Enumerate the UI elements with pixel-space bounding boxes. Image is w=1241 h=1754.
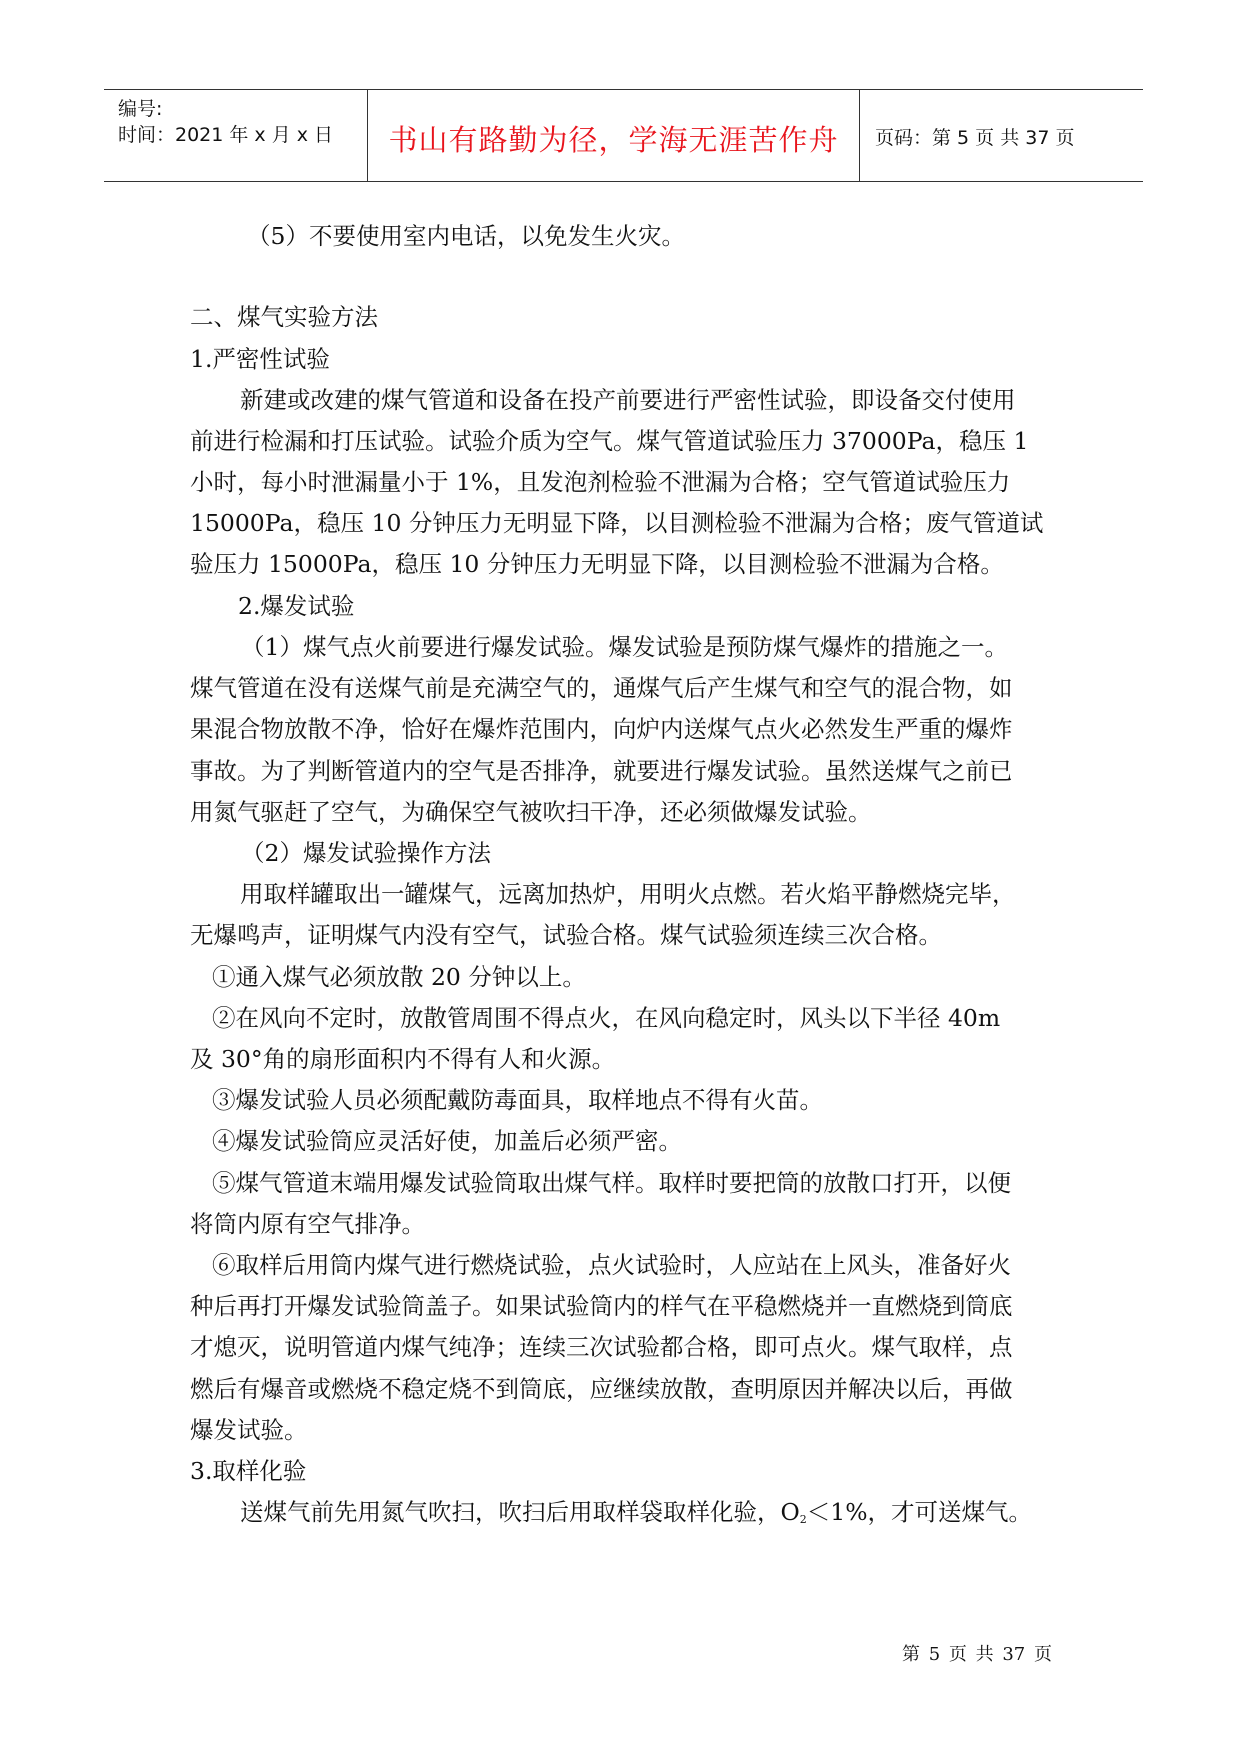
page-footer: 第 5 页 共 37 页 <box>902 1644 1052 1665</box>
body-line: 煤气管道在没有送煤气前是充满空气的，通煤气后产生煤气和空气的混合物，如 <box>190 674 1013 702</box>
body-line: 验压力 15000Pa，稳压 10 分钟压力无明显下降，以目测检验不泄漏为合格。 <box>190 550 1004 578</box>
document-number-label: 编号: <box>118 98 163 120</box>
list-item: ③爆发试验人员必须配戴防毒面具，取样地点不得有火苗。 <box>212 1086 823 1114</box>
list-item: ⑤煤气管道末端用爆发试验筒取出煤气样。取样时要把筒的放散口打开，以便 <box>212 1169 1011 1197</box>
body-line: （5）不要使用室内电话，以免发生火灾。 <box>247 222 685 250</box>
body-line: 燃后有爆音或燃烧不稳定烧不到筒底，应继续放散，查明原因并解决以后，再做 <box>190 1375 1013 1403</box>
list-item: ①通入煤气必须放散 20 分钟以上。 <box>212 963 586 991</box>
body-line: 才熄灭，说明管道内煤气纯净；连续三次试验都合格，即可点火。煤气取样，点 <box>190 1333 1013 1361</box>
formula-text-after: ＜1%，才可送煤气。 <box>806 1498 1033 1526</box>
header-page-cell <box>860 90 1143 181</box>
header-info-cell <box>104 90 368 181</box>
header-motto-cell <box>368 90 860 181</box>
body-line: 及 30°角的扇形面积内不得有人和火源。 <box>190 1045 616 1073</box>
body-line: 种后再打开爆发试验筒盖子。如果试验筒内的样气在平稳燃烧并一直燃烧到筒底 <box>190 1292 1013 1320</box>
list-item: ②在风向不定时，放散管周围不得点火，在风向稳定时，风头以下半径 40m <box>212 1004 1001 1032</box>
subsection-heading: 1.严密性试验 <box>190 345 330 373</box>
body-line: 15000Pa，稳压 10 分钟压力无明显下降，以目测检验不泄漏为合格；废气管道试 <box>190 509 1044 537</box>
list-item: ⑥取样后用筒内煤气进行燃烧试验，点火试验时，人应站在上风头，准备好火 <box>212 1251 1011 1279</box>
body-line: 将筒内原有空气排净。 <box>190 1210 425 1238</box>
page-header <box>104 89 1143 182</box>
document-time-label: 时间：2021 年 x 月 x 日 <box>118 124 334 146</box>
body-line: 用取样罐取出一罐煤气，远离加热炉，用明火点燃。若火焰平静燃烧完毕， <box>240 880 1016 908</box>
body-line: 事故。为了判断管道内的空气是否排净，就要进行爆发试验。虽然送煤气之前已 <box>190 757 1013 785</box>
body-line-formula <box>240 1498 1033 1526</box>
body-line: 果混合物放散不净，恰好在爆炸范围内，向炉内送煤气点火必然发生严重的爆炸 <box>190 715 1013 743</box>
body-line: 小时，每小时泄漏量小于 1%，且发泡剂检验不泄漏为合格；空气管道试验压力 <box>190 468 1011 496</box>
body-line: 爆发试验。 <box>190 1416 308 1444</box>
body-line: 无爆鸣声，证明煤气内没有空气，试验合格。煤气试验须连续三次合格。 <box>190 921 942 949</box>
body-line: （2）爆发试验操作方法 <box>241 839 491 867</box>
subsection-heading: 2.爆发试验 <box>238 592 355 620</box>
formula-subscript: 2 <box>799 1513 807 1526</box>
list-item: ④爆发试验筒应灵活好使，加盖后必须严密。 <box>212 1127 682 1155</box>
body-line: 前进行检漏和打压试验。试验介质为空气。煤气管道试验压力 37000Pa，稳压 1 <box>190 427 1029 455</box>
subsection-heading: 3.取样化验 <box>190 1457 307 1485</box>
body-line: 新建或改建的煤气管道和设备在投产前要进行严密性试验，即设备交付使用 <box>240 386 1016 414</box>
body-line: 用氮气驱赶了空气，为确保空气被吹扫干净，还必须做爆发试验。 <box>190 798 872 826</box>
formula-text-before: 送煤气前先用氮气吹扫，吹扫后用取样袋取样化验，O <box>240 1498 800 1526</box>
header-page-number: 页码：第 5 页 共 37 页 <box>875 127 1075 149</box>
header-motto: 书山有路勤为径，学海无涯苦作舟 <box>388 123 839 157</box>
body-line: （1）煤气点火前要进行爆发试验。爆发试验是预防煤气爆炸的措施之一。 <box>241 633 1008 661</box>
section-heading: 二、煤气实验方法 <box>190 303 378 331</box>
